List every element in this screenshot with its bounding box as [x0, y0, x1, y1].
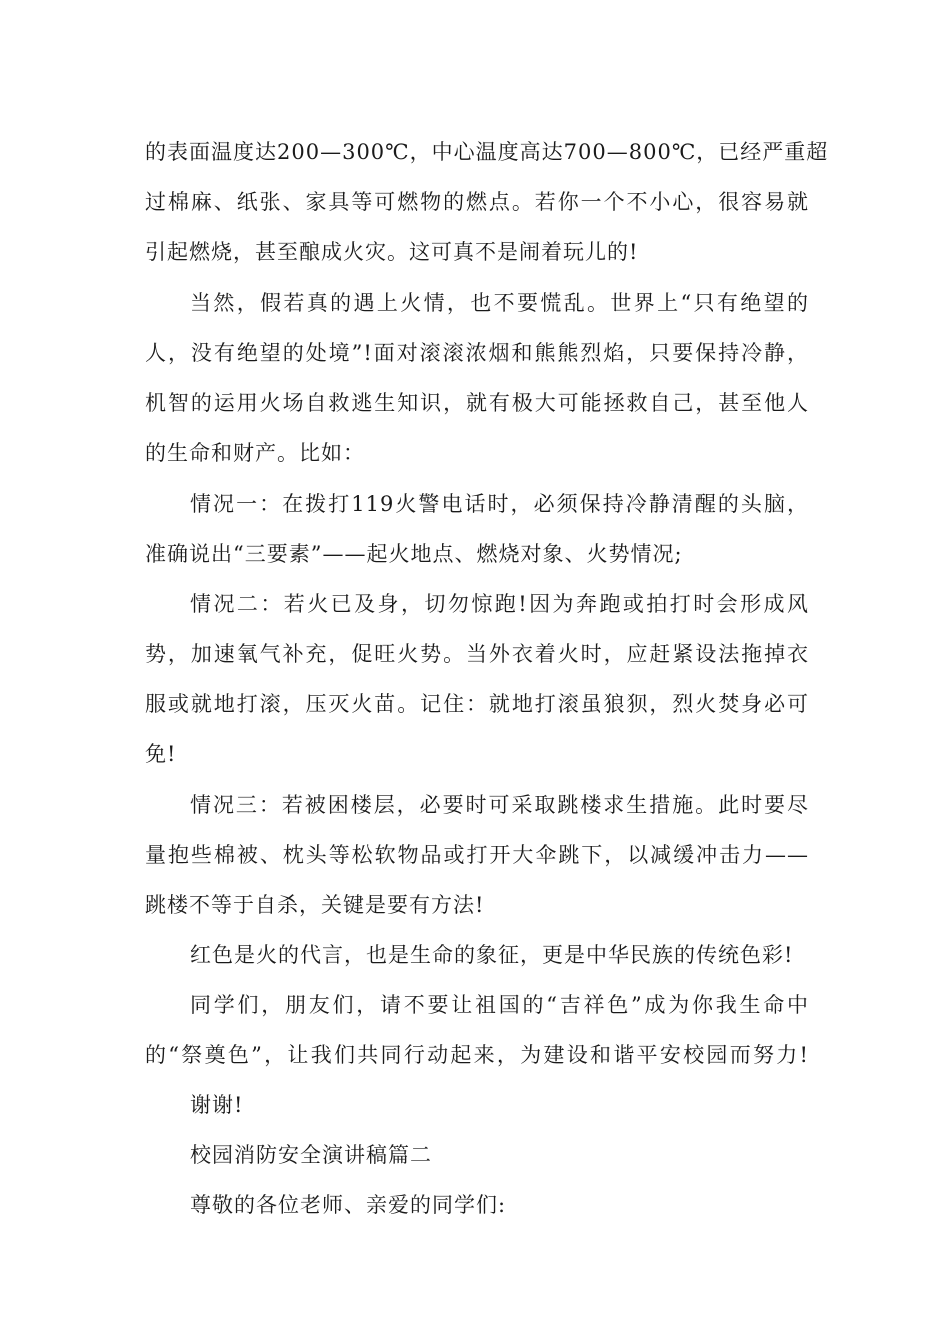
text-line: 的表面温度达200—300℃，中心温度高达700—800℃，已经严重超: [145, 140, 829, 164]
text-line: 准确说出“三要素”——起火地点、燃烧对象、火势情况;: [145, 542, 683, 566]
text-line: 谢谢!: [190, 1093, 244, 1117]
text-line: 跳楼不等于自杀，关键是要有方法!: [145, 893, 485, 917]
text-line: 尊敬的各位老师、亲爱的同学们:: [190, 1193, 507, 1217]
text-line: 过棉麻、纸张、家具等可燃物的燃点。若你一个不小心，很容易就: [145, 190, 809, 214]
text-line: 情况三：若被困楼层，必要时可采取跳楼求生措施。此时要尽: [190, 793, 809, 817]
text-line: 的“祭奠色”，让我们共同行动起来，为建设和谐平安校园而努力!: [145, 1043, 809, 1067]
text-line: 人，没有绝望的处境”!面对滚滚浓烟和熊熊烈焰，只要保持冷静，: [145, 341, 809, 365]
text-line: 情况一：在拨打119火警电话时，必须保持冷静清醒的头脑，: [190, 492, 809, 516]
text-line: 红色是火的代言，也是生命的象征，更是中华民族的传统色彩!: [190, 943, 794, 967]
text-line: 当然，假若真的遇上火情，也不要慌乱。世界上“只有绝望的: [190, 291, 809, 315]
text-line: 势，加速氧气补充，促旺火势。当外衣着火时，应赶紧设法拖掉衣: [145, 642, 809, 666]
text-line: 量抱些棉被、枕头等松软物品或打开大伞跳下，以减缓冲击力——: [145, 843, 809, 867]
text-line: 同学们，朋友们，请不要让祖国的“吉祥色”成为你我生命中: [190, 993, 809, 1017]
text-line: 服或就地打滚，压灭火苗。记住：就地打滚虽狼狈，烈火焚身必可: [145, 692, 809, 716]
text-line: 免!: [145, 742, 177, 766]
text-line: 引起燃烧，甚至酿成火灾。这可真不是闹着玩儿的!: [145, 240, 639, 264]
text-line: 情况二：若火已及身，切勿惊跑!因为奔跑或拍打时会形成风: [190, 592, 809, 616]
text-line: 校园消防安全演讲稿篇二: [190, 1143, 432, 1167]
text-line: 的生命和财产。比如：: [145, 441, 365, 465]
text-line: 机智的运用火场自救逃生知识，就有极大可能拯救自己，甚至他人: [145, 391, 809, 415]
